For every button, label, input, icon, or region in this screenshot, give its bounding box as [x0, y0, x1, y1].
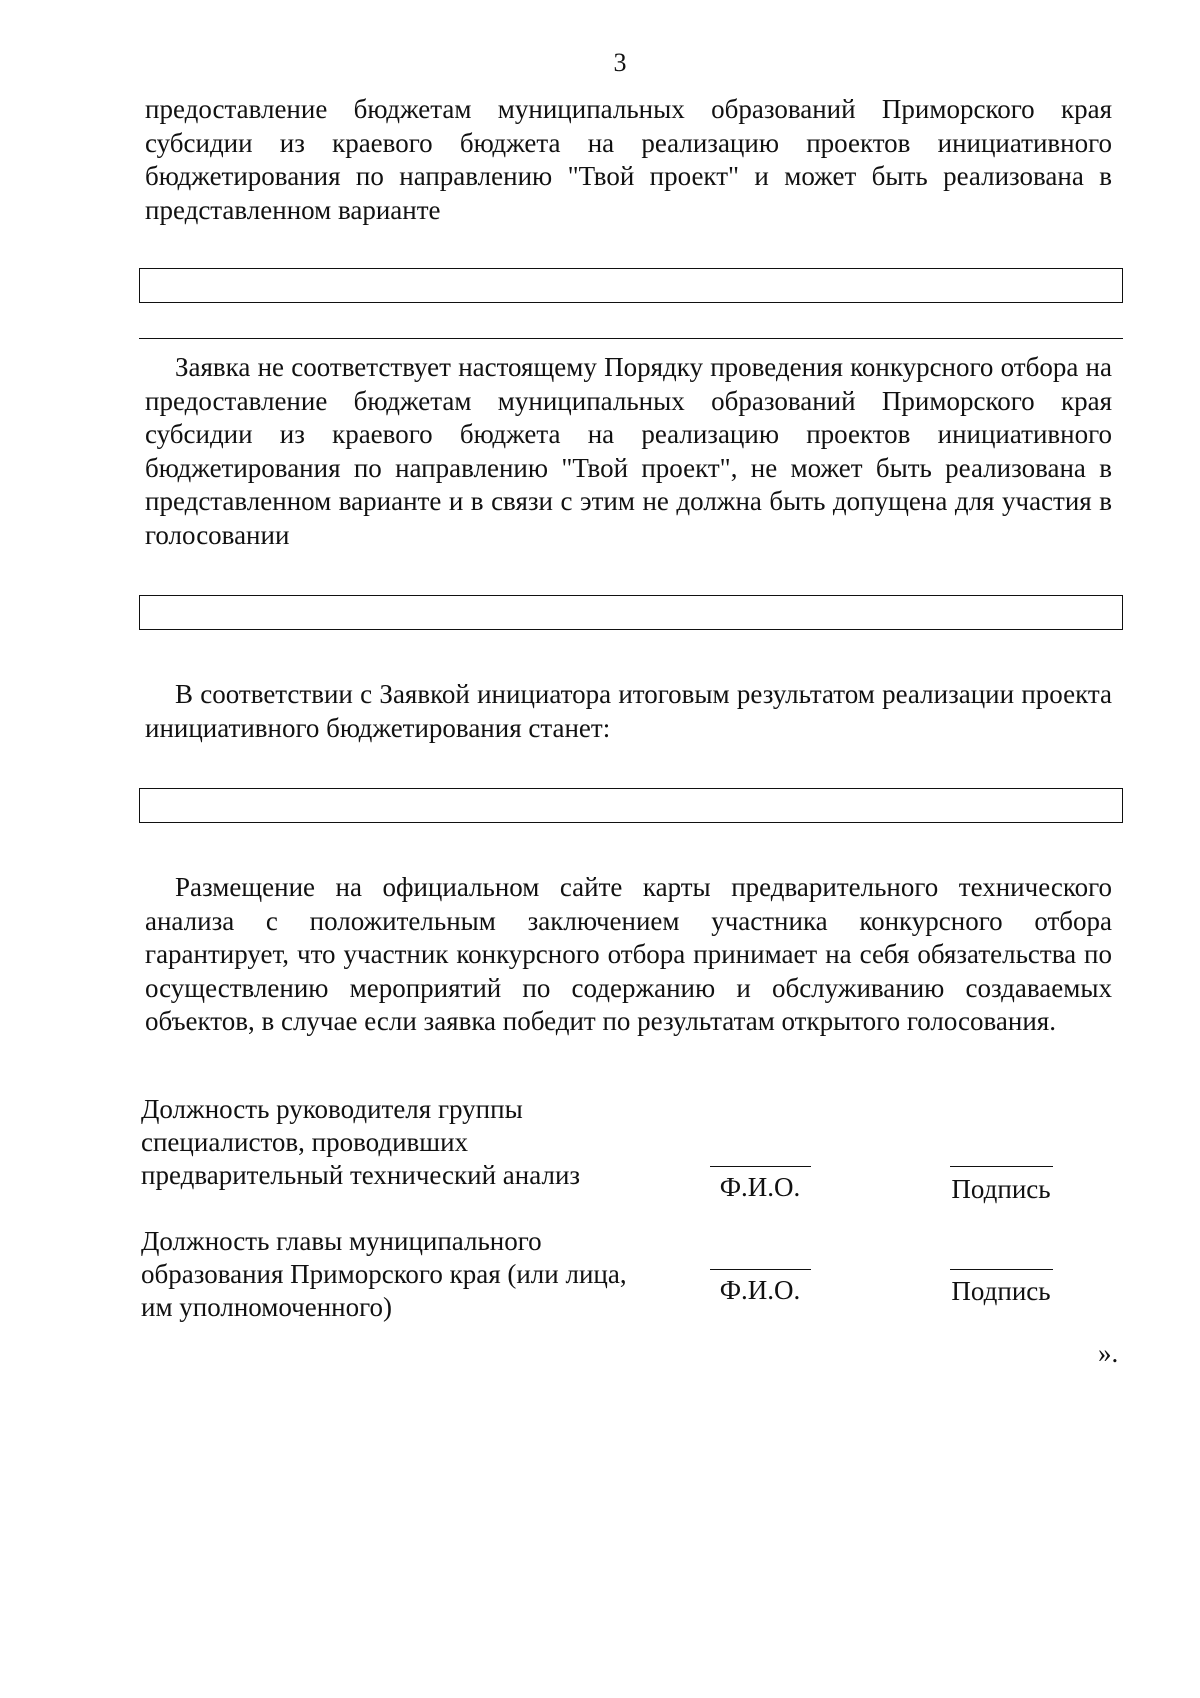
- closing-quote-mark: ».: [1098, 1338, 1119, 1368]
- name-signature-line-1: [710, 1166, 811, 1167]
- name-label-2: Ф.И.О.: [719, 1275, 801, 1305]
- page-number: 3: [613, 48, 627, 77]
- signature-position-label-1: Должность руководителя группы специалистов, проводивших предварительный технический анализ: [141, 1094, 581, 1190]
- signature-label-1: Подпись: [951, 1174, 1051, 1204]
- signature-line-2: [950, 1269, 1053, 1270]
- signature-label-2: Подпись: [951, 1276, 1051, 1306]
- signature-position-label-2: Должность главы муниципального образования Приморского края (или лица, им уполномоченного): [141, 1226, 627, 1322]
- checkbox-field-not-compliant[interactable]: [139, 268, 1123, 303]
- final-result-input-box[interactable]: [139, 788, 1123, 823]
- separator-line: [139, 338, 1123, 339]
- paragraph-accepted-continuation: предоставление бюджетам муниципальных образований Приморского края субсидии из краевого бюджета на реализацию проектов инициативного бюджетирования по направлению "Твой проект" и может быть реализована в представленном варианте: [145, 94, 1112, 225]
- name-label-1: Ф.И.О.: [719, 1172, 801, 1202]
- paragraph-not-compliant: Заявка не соответствует настоящему Порядку проведения конкурсного отбора на предоставление бюджетам муниципальных образований Приморского края субсидии из краевого бюджета на реализацию проектов инициативного бюджетирования по направлению "Твой проект", не может быть реализована в представленном варианте и в связи с этим не должна быть допущена для участия в голосовании: [145, 352, 1112, 550]
- name-signature-line-2: [710, 1269, 811, 1270]
- signature-line-1: [950, 1166, 1053, 1167]
- paragraph-final-result: В соответствии с Заявкой инициатора итоговым результатом реализации проекта инициативного бюджетирования станет:: [145, 679, 1112, 743]
- paragraph-publication-guarantee: Размещение на официальном сайте карты предварительного технического анализа с положительным заключением участника конкурсного отбора гарантирует, что участник конкурсного отбора принимает на себя обязательства по осуществлению мероприятий по содержанию и обслуживанию создаваемых объектов, в случае если заявка победит по результатам открытого голосования.: [145, 872, 1112, 1036]
- result-input-box[interactable]: [139, 595, 1123, 630]
